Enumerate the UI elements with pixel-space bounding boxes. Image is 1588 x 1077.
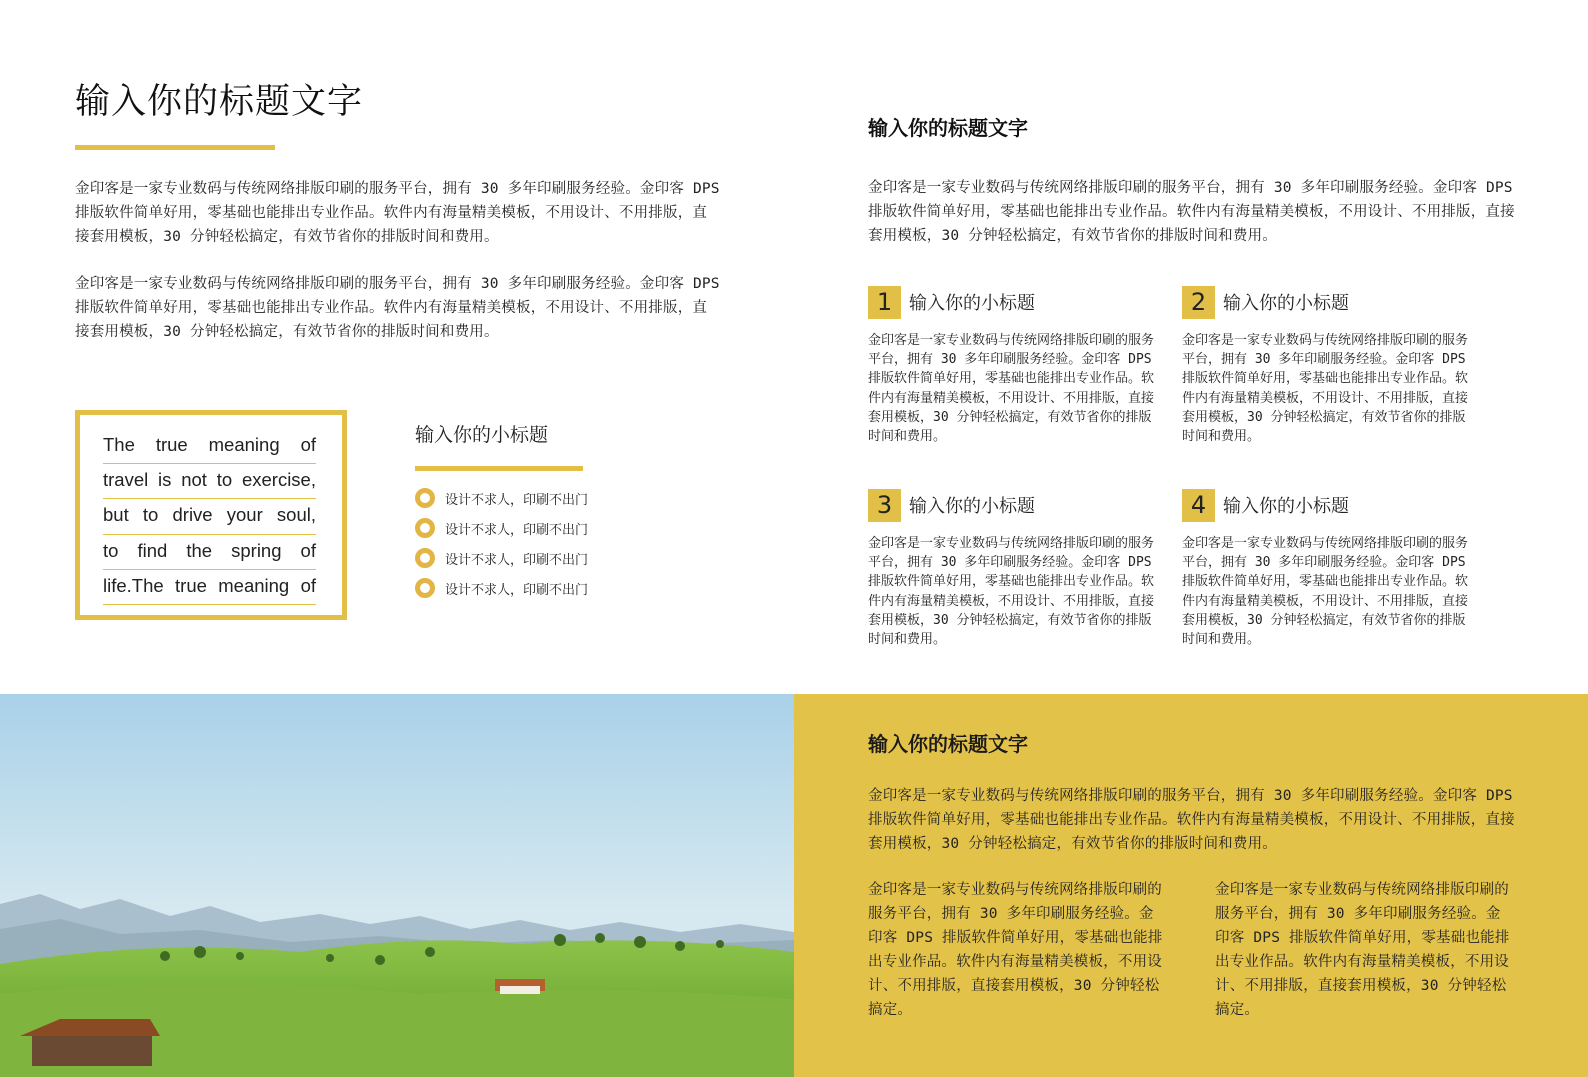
list-item (415, 543, 588, 573)
list-item-text: 设计不求人，印刷不出门 (445, 582, 589, 598)
numbered-item-3 (868, 488, 1158, 649)
numbered-item-2 (1182, 285, 1472, 446)
quote-line: life.The true meaning of (103, 570, 316, 605)
item-title: 输入你的小标题 (909, 496, 1035, 517)
landscape-photo (0, 694, 794, 1077)
item-body: 金印客是一家专业数码与传统网络排版印刷的服务平台，拥有 30 多年印刷服务经验。金印客 DPS 排版软件简单好用，零基础也能排出专业作品。软件内有海量精美模板，不用设计、不用排版，直接套用模板，30 分钟轻松搞定，有效节省你的排版时间和费用。 (1182, 536, 1469, 648)
item-body: 金印客是一家专业数码与传统网络排版印刷的服务平台，拥有 30 多年印刷服务经验。金印客 DPS 排版软件简单好用，零基础也能排出专业作品。软件内有海量精美模板，不用设计、不用排版，直接套用模板，30 分钟轻松搞定，有效节省你的排版时间和费用。 (868, 536, 1155, 648)
quote-box (75, 410, 347, 620)
number-badge: 4 (1182, 489, 1215, 522)
subtitle-underline (415, 466, 583, 471)
quote-line: but to drive your soul, (103, 499, 316, 534)
list-item-text: 设计不求人，印刷不出门 (445, 522, 589, 538)
left-paragraph-2: 金印客是一家专业数码与传统网络排版印刷的服务平台，拥有 30 多年印刷服务经验。金印客 DPS 排版软件简单好用，零基础也能排出专业作品。软件内有海量精美模板，不用设计、不用排版，直接套用模板，30 分钟轻松搞定，有效节省你的排版时间和费用。 (75, 276, 720, 340)
numbered-item-4 (1182, 488, 1472, 649)
section-title: 输入你的标题文字 (868, 116, 1028, 140)
quote-line: travel is not to exercise, (103, 464, 316, 499)
subtitle: 输入你的小标题 (415, 424, 549, 446)
landscape-illustration (0, 694, 794, 1077)
page-title: 输入你的标题文字 (75, 82, 364, 122)
ring-bullet-icon (415, 548, 435, 568)
right-paragraph: 金印客是一家专业数码与传统网络排版印刷的服务平台，拥有 30 多年印刷服务经验。金印客 DPS 排版软件简单好用，零基础也能排出专业作品。软件内有海量精美模板，不用设计、不用排版，直接套用模板，30 分钟轻松搞定，有效节省你的排版时间和费用。 (868, 180, 1515, 244)
number-badge: 1 (868, 286, 901, 319)
panel-column-2: 金印客是一家专业数码与传统网络排版印刷的服务平台，拥有 30 多年印刷服务经验。金印客 DPS 排版软件简单好用，零基础也能排出专业作品。软件内有海量精美模板，不用设计、不用排版，直接套用模板，30 分钟轻松搞定。 (1215, 882, 1510, 1018)
left-paragraph-1: 金印客是一家专业数码与传统网络排版印刷的服务平台，拥有 30 多年印刷服务经验。金印客 DPS 排版软件简单好用，零基础也能排出专业作品。软件内有海量精美模板，不用设计、不用排版，直接套用模板，30 分钟轻松搞定，有效节省你的排版时间和费用。 (75, 181, 720, 245)
quote-line: The true meaning of (103, 429, 316, 464)
ring-bullet-icon (415, 518, 435, 538)
ring-bullet-icon (415, 488, 435, 508)
item-title: 输入你的小标题 (909, 293, 1035, 314)
item-title: 输入你的小标题 (1223, 496, 1349, 517)
item-body: 金印客是一家专业数码与传统网络排版印刷的服务平台，拥有 30 多年印刷服务经验。金印客 DPS 排版软件简单好用，零基础也能排出专业作品。软件内有海量精美模板，不用设计、不用排版，直接套用模板，30 分钟轻松搞定，有效节省你的排版时间和费用。 (1182, 333, 1469, 445)
panel-title: 输入你的标题文字 (868, 732, 1028, 756)
list-item-text: 设计不求人，印刷不出门 (445, 492, 589, 508)
numbered-item-1 (868, 285, 1158, 446)
item-title: 输入你的小标题 (1223, 293, 1349, 314)
number-badge: 2 (1182, 286, 1215, 319)
number-badge: 3 (868, 489, 901, 522)
title-underline (75, 145, 275, 150)
list-item (415, 483, 588, 513)
bullet-list (415, 483, 588, 603)
quote-line: to find the spring of (103, 535, 316, 570)
item-body: 金印客是一家专业数码与传统网络排版印刷的服务平台，拥有 30 多年印刷服务经验。金印客 DPS 排版软件简单好用，零基础也能排出专业作品。软件内有海量精美模板，不用设计、不用排版，直接套用模板，30 分钟轻松搞定，有效节省你的排版时间和费用。 (868, 333, 1155, 445)
list-item (415, 513, 588, 543)
list-item-text: 设计不求人，印刷不出门 (445, 552, 589, 568)
subtitle-block (415, 420, 548, 447)
panel-paragraph: 金印客是一家专业数码与传统网络排版印刷的服务平台，拥有 30 多年印刷服务经验。金印客 DPS 排版软件简单好用，零基础也能排出专业作品。软件内有海量精美模板，不用设计、不用排版，直接套用模板，30 分钟轻松搞定，有效节省你的排版时间和费用。 (868, 788, 1515, 852)
list-item (415, 573, 588, 603)
panel-column-1: 金印客是一家专业数码与传统网络排版印刷的服务平台，拥有 30 多年印刷服务经验。金印客 DPS 排版软件简单好用，零基础也能排出专业作品。软件内有海量精美模板，不用设计、不用排版，直接套用模板，30 分钟轻松搞定。 (868, 882, 1163, 1018)
ring-bullet-icon (415, 578, 435, 598)
